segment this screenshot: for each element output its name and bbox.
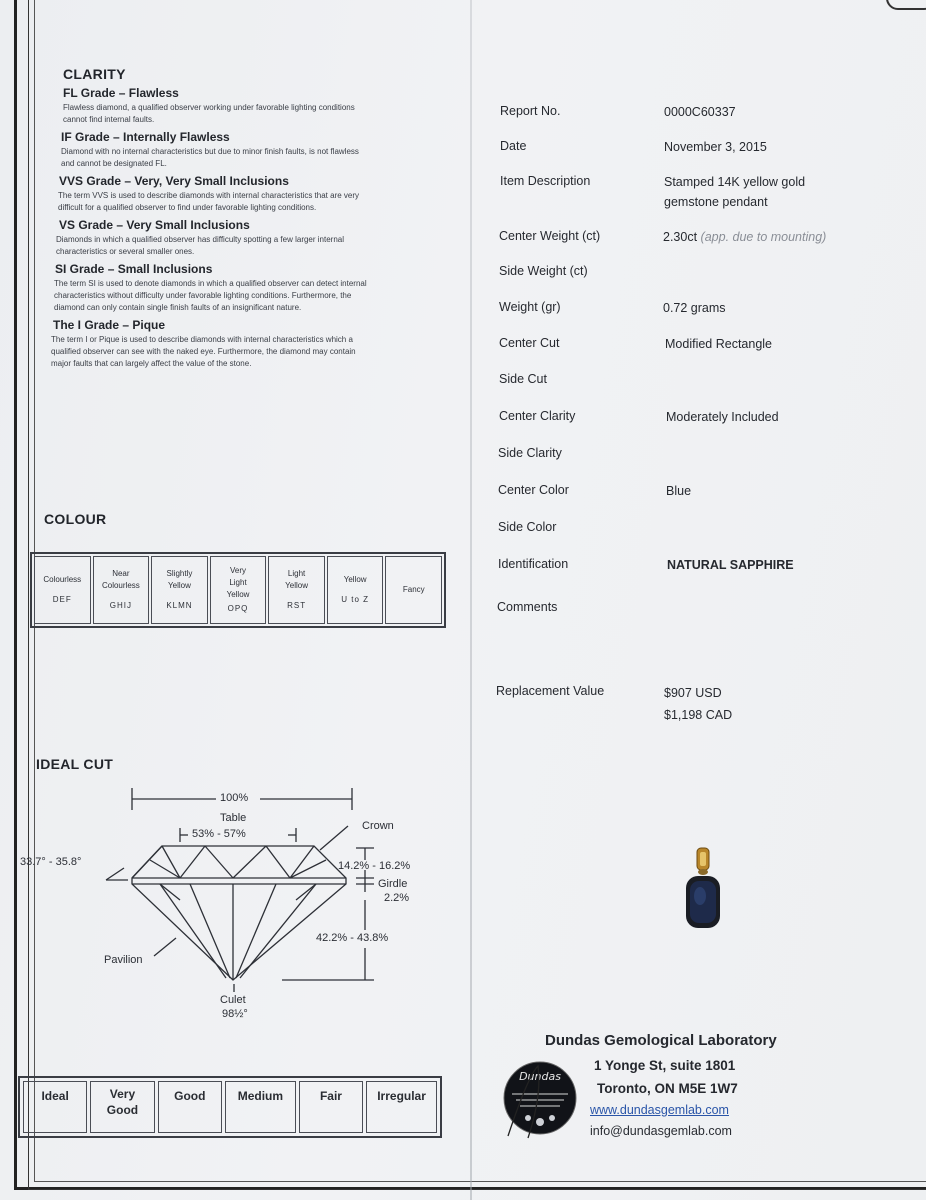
colour-cell [327,556,384,624]
lab-email: info@dundasgemlab.com [590,1124,732,1138]
colour-cell-grades: U to Z [341,595,370,604]
grade-description: The term I or Pique is used to describe diamonds with internal characteristics which a qualified observer can see with the naked eye. Furthermore, the diamond may contain major faults that can largely affect the value of the stone. [51,335,356,368]
lab-website-link[interactable]: www.dundasgemlab.com [590,1103,729,1117]
colour-cell-label: Slightly Yellow [166,569,193,590]
lab-address-line-1: 1 Yonge St, suite 1801 [594,1058,736,1073]
colour-cell [34,556,91,624]
crown-label: Crown [362,820,394,832]
report-label: Side Color [498,520,557,534]
girdle-value-label: 2.2% [384,892,410,904]
pendant-image [678,846,728,936]
center-weight-value: 2.30ct [663,230,698,244]
report-label: Replacement Value [496,684,605,698]
report-value [663,227,826,247]
grade-title: VVS Grade – Very, Very Small Inclusions [59,174,289,188]
clarity-grade [50,262,450,314]
colour-cell-grades: RST [287,601,307,610]
clarity-grade [50,130,450,170]
colour-cell-grades: GHIJ [109,601,132,610]
cut-grade-cell: Medium [225,1081,296,1133]
report-label: Date [500,139,527,153]
center-weight-note: (app. due to mounting) [700,230,827,244]
report-label: Center Clarity [499,409,576,423]
cut-grade-cell: Very Good [90,1081,154,1133]
report-label: Center Color [498,483,569,497]
grade-title: SI Grade – Small Inclusions [55,262,213,276]
table-label: Table [220,812,247,824]
report-value: 0000C60337 [664,105,736,119]
girdle-label: Girdle [378,878,408,890]
lab-name: Dundas Gemological Laboratory [545,1032,777,1049]
colour-cell-grades: DEF [52,595,72,604]
cut-grade-table [18,1076,442,1138]
report-label: Weight (gr) [499,300,561,314]
colour-scale-table [30,552,446,628]
crown-height-label: 14.2% - 16.2% [338,860,411,872]
report-value: Blue [666,484,692,498]
cut-grade-cell: Good [158,1081,222,1133]
report-value: Stamped 14K yellow gold gemstone pendant [664,175,806,209]
colour-cell-label: Yellow [343,575,367,584]
report-label: Side Clarity [498,446,562,460]
grade-title: FL Grade – Flawless [63,86,179,100]
grade-title: IF Grade – Internally Flawless [61,130,230,144]
report-label: Item Description [500,174,591,188]
colour-cell-label: Fancy [402,585,425,594]
report-value: 0.72 grams [663,301,726,315]
colour-cell-label: Near Colourless [101,569,140,590]
seal-text: Dundas [519,1070,561,1083]
report-label: Center Weight (ct) [499,229,601,243]
colour-cell [151,556,208,624]
colour-title: COLOUR [44,511,107,527]
cut-grade-cell: Irregular [366,1081,437,1133]
pavilion-depth-label: 42.2% - 43.8% [316,932,389,944]
grade-description: The term SI is used to denote diamonds in which a qualified observer can detect internal characteristics without difficulty under favorable lighting conditions. Furthermore, the diamond can only contain single finish faults of an insignificant nature. [54,279,367,312]
culet-value-label: 98½° [222,1008,248,1020]
pendant-photo [678,846,728,936]
pavilion-label: Pavilion [104,954,143,966]
clarity-title: CLARITY [63,66,126,82]
report-value: $907 USD $1,198 CAD [664,686,733,722]
colour-cell-label: Light Yellow [285,569,309,590]
clarity-section [50,66,450,370]
culet-label: Culet [220,994,246,1006]
colour-cell [268,556,325,624]
clarity-grade [50,86,450,126]
grade-description: Diamonds in which a qualified observer has difficulty spotting a few larger internal characteristics or several smaller ones. [56,235,345,256]
colour-cell-label: Very Light Yellow [226,566,250,599]
grade-title: VS Grade – Very Small Inclusions [59,218,250,232]
total-width-label: 100% [220,792,249,804]
report-label: Side Cut [499,372,547,386]
crown-angle-label: 33.7° - 35.8° [20,856,82,868]
cut-grade-cell: Ideal [23,1081,87,1133]
report-label: Center Cut [499,336,560,350]
grade-description: Flawless diamond, a qualified observer working under favorable lighting conditions cannot find internal faults. [63,103,355,124]
report-label: Side Weight (ct) [499,264,588,278]
lab-address-line-2: Toronto, ON M5E 1W7 [597,1081,738,1096]
report-label: Report No. [500,104,561,118]
cut-grade-cell: Fair [299,1081,363,1133]
ideal-cut-title: IDEAL CUT [36,756,114,772]
colour-cell-grades: OPQ [227,604,249,613]
grade-description: The term VVS is used to describe diamonds with internal characteristics that are very difficult for a qualified observer to find under favorable lighting conditions. [58,191,360,212]
lab-info [480,1030,920,1180]
page-fold [470,0,472,1200]
clarity-grade [50,318,450,370]
colour-cell [385,556,442,624]
colour-cell-label: Colourless [43,575,82,584]
ideal-cut-diagram [20,780,450,1030]
clarity-grade [50,174,450,214]
report-label: Comments [497,600,558,614]
report-value: NATURAL SAPPHIRE [667,558,794,572]
corner-ornament [886,0,926,10]
lab-seal-logo [498,1056,582,1140]
clarity-grade [50,218,450,258]
table-range-label: 53% - 57% [192,828,246,840]
colour-cell [93,556,150,624]
report-value: Modified Rectangle [665,337,773,351]
colour-cell-grades: KLMN [166,601,193,610]
grade-description: Diamond with no internal characteristics but due to minor finish faults, is not flawless and cannot be designated FL. [61,147,359,168]
report-value: November 3, 2015 [664,140,767,154]
colour-cell [210,556,267,624]
report-value: Moderately Included [666,410,779,424]
report-label: Identification [498,557,569,571]
grade-title: The I Grade – Pique [53,318,166,332]
